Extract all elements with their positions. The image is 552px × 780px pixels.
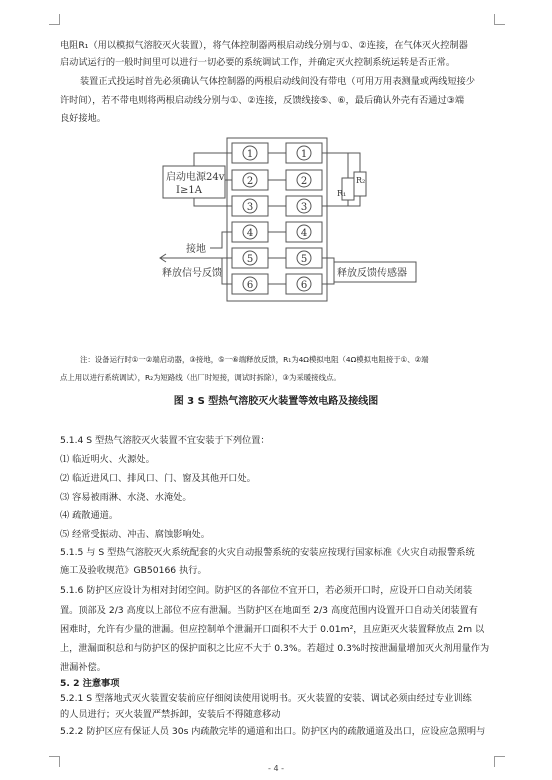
terminal-number: 3 xyxy=(246,202,254,213)
terminal-number: 1 xyxy=(300,149,308,160)
paragraph-line: 困难时，允许有少量的泄漏。但应控制单个泄漏开口面积不大于 0.01m²，且应距灭火装置释放点 2m 以 xyxy=(60,624,485,635)
r1-label: R₁ xyxy=(337,189,347,198)
terminal-number: 4 xyxy=(300,228,308,239)
paragraph-line: 良好接地。 xyxy=(60,113,106,124)
power-current-label: I≥1A xyxy=(176,185,202,196)
terminal-number: 1 xyxy=(246,149,254,160)
paragraph-line: 5.2.1 S 型落地式灭火装置安装前应仔细阅读使用说明书。灭火装置的安装、调试必须由经过专业训练 xyxy=(60,693,472,704)
diagram-note: 注：设备运行时①一②端启动器，③接地，⑤一⑥端释放反馈，R₁为4Ω模拟电阻（4Ω模拟电阻接于①、②端 xyxy=(80,355,429,364)
terminal-number: 2 xyxy=(246,176,254,187)
page-number: - 4 - xyxy=(268,764,284,773)
paragraph-line: 置。顶部及 2/3 高度以上部位不应有泄漏。当防护区在地面至 2/3 高度范围内设置开口自动关闭装置有 xyxy=(60,605,478,616)
paragraph-line: 许时间），若不带电则将两根启动线分别与①、②连接，反馈线接⑤、⑥，最后确认外壳有否通过③端 xyxy=(60,95,465,106)
r2-label: R₂ xyxy=(356,176,366,185)
list-item: ⑵ 临近进风口、排风口、门、窗及其他开口处。 xyxy=(60,473,256,484)
paragraph-line: 上，泄漏面积总和与防护区的保护面积之比应不大于 0.3%。若超过 0.3%时按泄漏量增加灭火剂用量作为 xyxy=(60,643,490,654)
terminal-number: 5 xyxy=(300,254,308,265)
paragraph-line: 5.1.6 防护区应设计为相对封闭空间。防护区的各部位不宜开口，若必须开口时，应设开口自动关闭装 xyxy=(60,585,473,596)
list-item: ⑶ 容易被雨淋、水浇、水淹处。 xyxy=(60,492,192,503)
paragraph-line: 施工及验收规范》GB50166 执行。 xyxy=(60,565,207,576)
diagram-note: 点上用以进行系统调试），R₂为短路线（出厂时短接，调试时拆除），③为采暖接线点。 xyxy=(60,373,341,382)
section-heading: 5. 2 注意事项 xyxy=(60,678,120,689)
list-item: ⑷ 疏散通道。 xyxy=(60,510,119,521)
paragraph-line: 5.1.5 与 S 型热气溶胶灭火系统配套的火灾自动报警系统的安装应按现行国家标准《火灾自动报警系统 xyxy=(60,547,475,558)
section-heading: 5.1.4 S 型热气溶胶灭火装置不宜安装于下列位置： xyxy=(60,435,270,446)
figure-caption: 图 3 S 型热气溶胶灭火装置等效电路及接线图 xyxy=(173,396,379,407)
list-item: ⑸ 经常受振动、冲击、腐蚀影响处。 xyxy=(60,529,210,540)
power-source-label: 启动电源24v xyxy=(166,172,225,183)
list-item: ⑴ 临近明火、火源处。 xyxy=(60,454,155,465)
paragraph-line: 启动试运行的一般时间里可以进行一切必要的系统调试工作，并确定灭火控制系统运转是否正常。 xyxy=(60,57,456,68)
ground-label: 接地 xyxy=(186,244,206,255)
paragraph-line: 装置正式投运时首先必须确认气体控制器的两根启动线间没有带电（可用万用表测量或两线短接少 xyxy=(80,76,476,87)
paragraph-line: 5.2.2 防护区应有保证人员 30s 内疏散完毕的通道和出口。防护区内的疏散通道及出口，应设应急照明与 xyxy=(60,726,486,737)
paragraph-line: 电阻R₁（用以模拟气溶胶灭火装置），将气体控制器两根启动线分别与①、②连接，在气体灭火控制器 xyxy=(60,40,468,51)
release-sensor-label: 释放反馈传感器 xyxy=(337,268,407,279)
terminal-block-frame xyxy=(227,138,327,301)
release-signal-label: 释放信号反馈 xyxy=(162,268,222,279)
terminal-number: 6 xyxy=(300,280,308,291)
paragraph-line: 的人员进行；灭火装置严禁拆卸，安装后不得随意移动 xyxy=(60,709,281,720)
terminal-number: 2 xyxy=(300,176,308,187)
terminal-number: 6 xyxy=(246,280,254,291)
terminal-number: 3 xyxy=(300,202,308,213)
terminal-number: 5 xyxy=(246,254,254,265)
terminal-number: 4 xyxy=(246,228,254,239)
paragraph-line: 泄漏补偿。 xyxy=(60,662,106,673)
